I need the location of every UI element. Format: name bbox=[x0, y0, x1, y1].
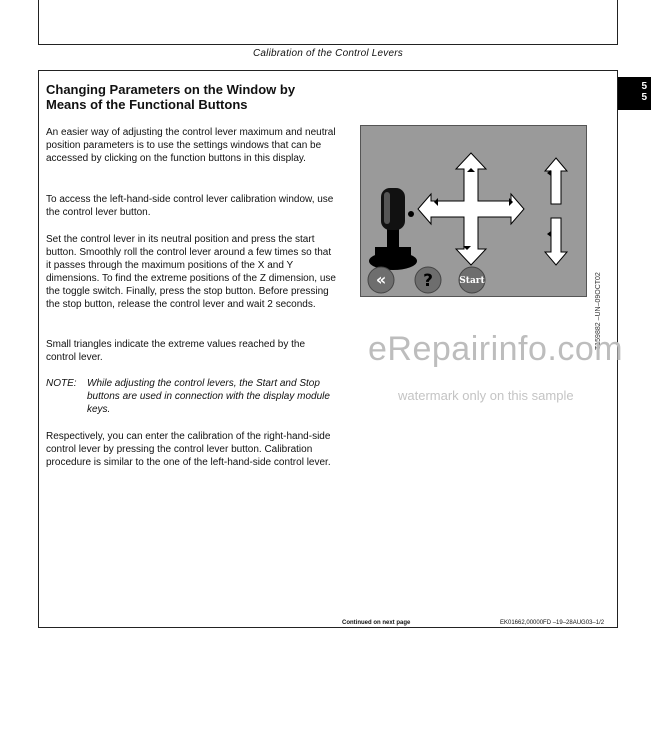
paragraph-triangles: Small triangles indicate the extreme values reached by the control lever. bbox=[46, 339, 306, 363]
joystick-button bbox=[408, 211, 414, 217]
display-illustration bbox=[361, 126, 588, 298]
watermark-sub: watermark only on this sample bbox=[398, 388, 574, 403]
section-title-line2: Means of the Functional Buttons bbox=[46, 97, 248, 112]
watermark-main: eRepairinfo.com bbox=[368, 330, 624, 368]
note-label: NOTE: bbox=[46, 378, 77, 389]
section-title bbox=[46, 82, 346, 112]
z-arrow-icon bbox=[545, 158, 567, 265]
joystick-icon bbox=[369, 188, 417, 270]
paragraph-intro: An easier way of adjusting the control lever maximum and neutral position parameters is to use the settings windows that can be accessed by clicking on the function buttons in this display. bbox=[46, 127, 336, 164]
section-tab-line1: 5 bbox=[641, 81, 647, 92]
z-marker-bottom bbox=[547, 231, 551, 237]
running-head: Calibration of the Control Levers bbox=[252, 48, 403, 59]
back-button[interactable] bbox=[368, 267, 394, 293]
z-arrow-up bbox=[545, 158, 567, 204]
section-tab-line2: 5 bbox=[641, 92, 647, 103]
help-button-label: ? bbox=[423, 271, 433, 291]
paragraph-access: To access the left-hand-side control lever calibration window, use the control lever button. bbox=[46, 194, 334, 218]
note-text: While adjusting the control levers, the Start and Stop buttons are used in connection with the display module keys. bbox=[87, 378, 330, 415]
header-rule bbox=[38, 44, 618, 45]
joystick-highlight bbox=[384, 192, 390, 224]
section-title-line1: Changing Parameters on the Window by bbox=[46, 82, 296, 97]
start-button[interactable] bbox=[459, 267, 486, 293]
help-button[interactable] bbox=[415, 267, 441, 293]
paragraph-procedure: Set the control lever in its neutral position and press the start button. Smoothly roll the control lever around a few times so that it passes through the maximum positions of the X and Y dimensions. To find the extreme positions of the Z dimension, use the toggle switch. Finally, press the stop button. Before pressing the stop button, release the control lever and wait 2 seconds. bbox=[46, 234, 336, 310]
left-margin-rule bbox=[38, 0, 39, 44]
document-reference: EK01662,00000FD –19–28AUG03–1/2 bbox=[500, 620, 605, 626]
back-button-label: « bbox=[375, 270, 387, 289]
note bbox=[46, 377, 336, 416]
start-button-label: Start bbox=[459, 276, 485, 286]
xy-arrow-icon bbox=[418, 153, 524, 265]
z-arrow-down bbox=[545, 218, 567, 265]
figure-id: T159882 –UN–09OCT02 bbox=[595, 272, 602, 350]
right-margin-rule bbox=[617, 0, 618, 44]
paragraph-right-lever: Respectively, you can enter the calibration of the right-hand-side control lever by pressing the control lever button. Calibration procedure is similar to the one of the left-hand-side control lever. bbox=[46, 431, 331, 468]
continued-note: Continued on next page bbox=[342, 620, 411, 626]
section-tab bbox=[618, 77, 651, 110]
display-screenshot bbox=[360, 125, 587, 297]
